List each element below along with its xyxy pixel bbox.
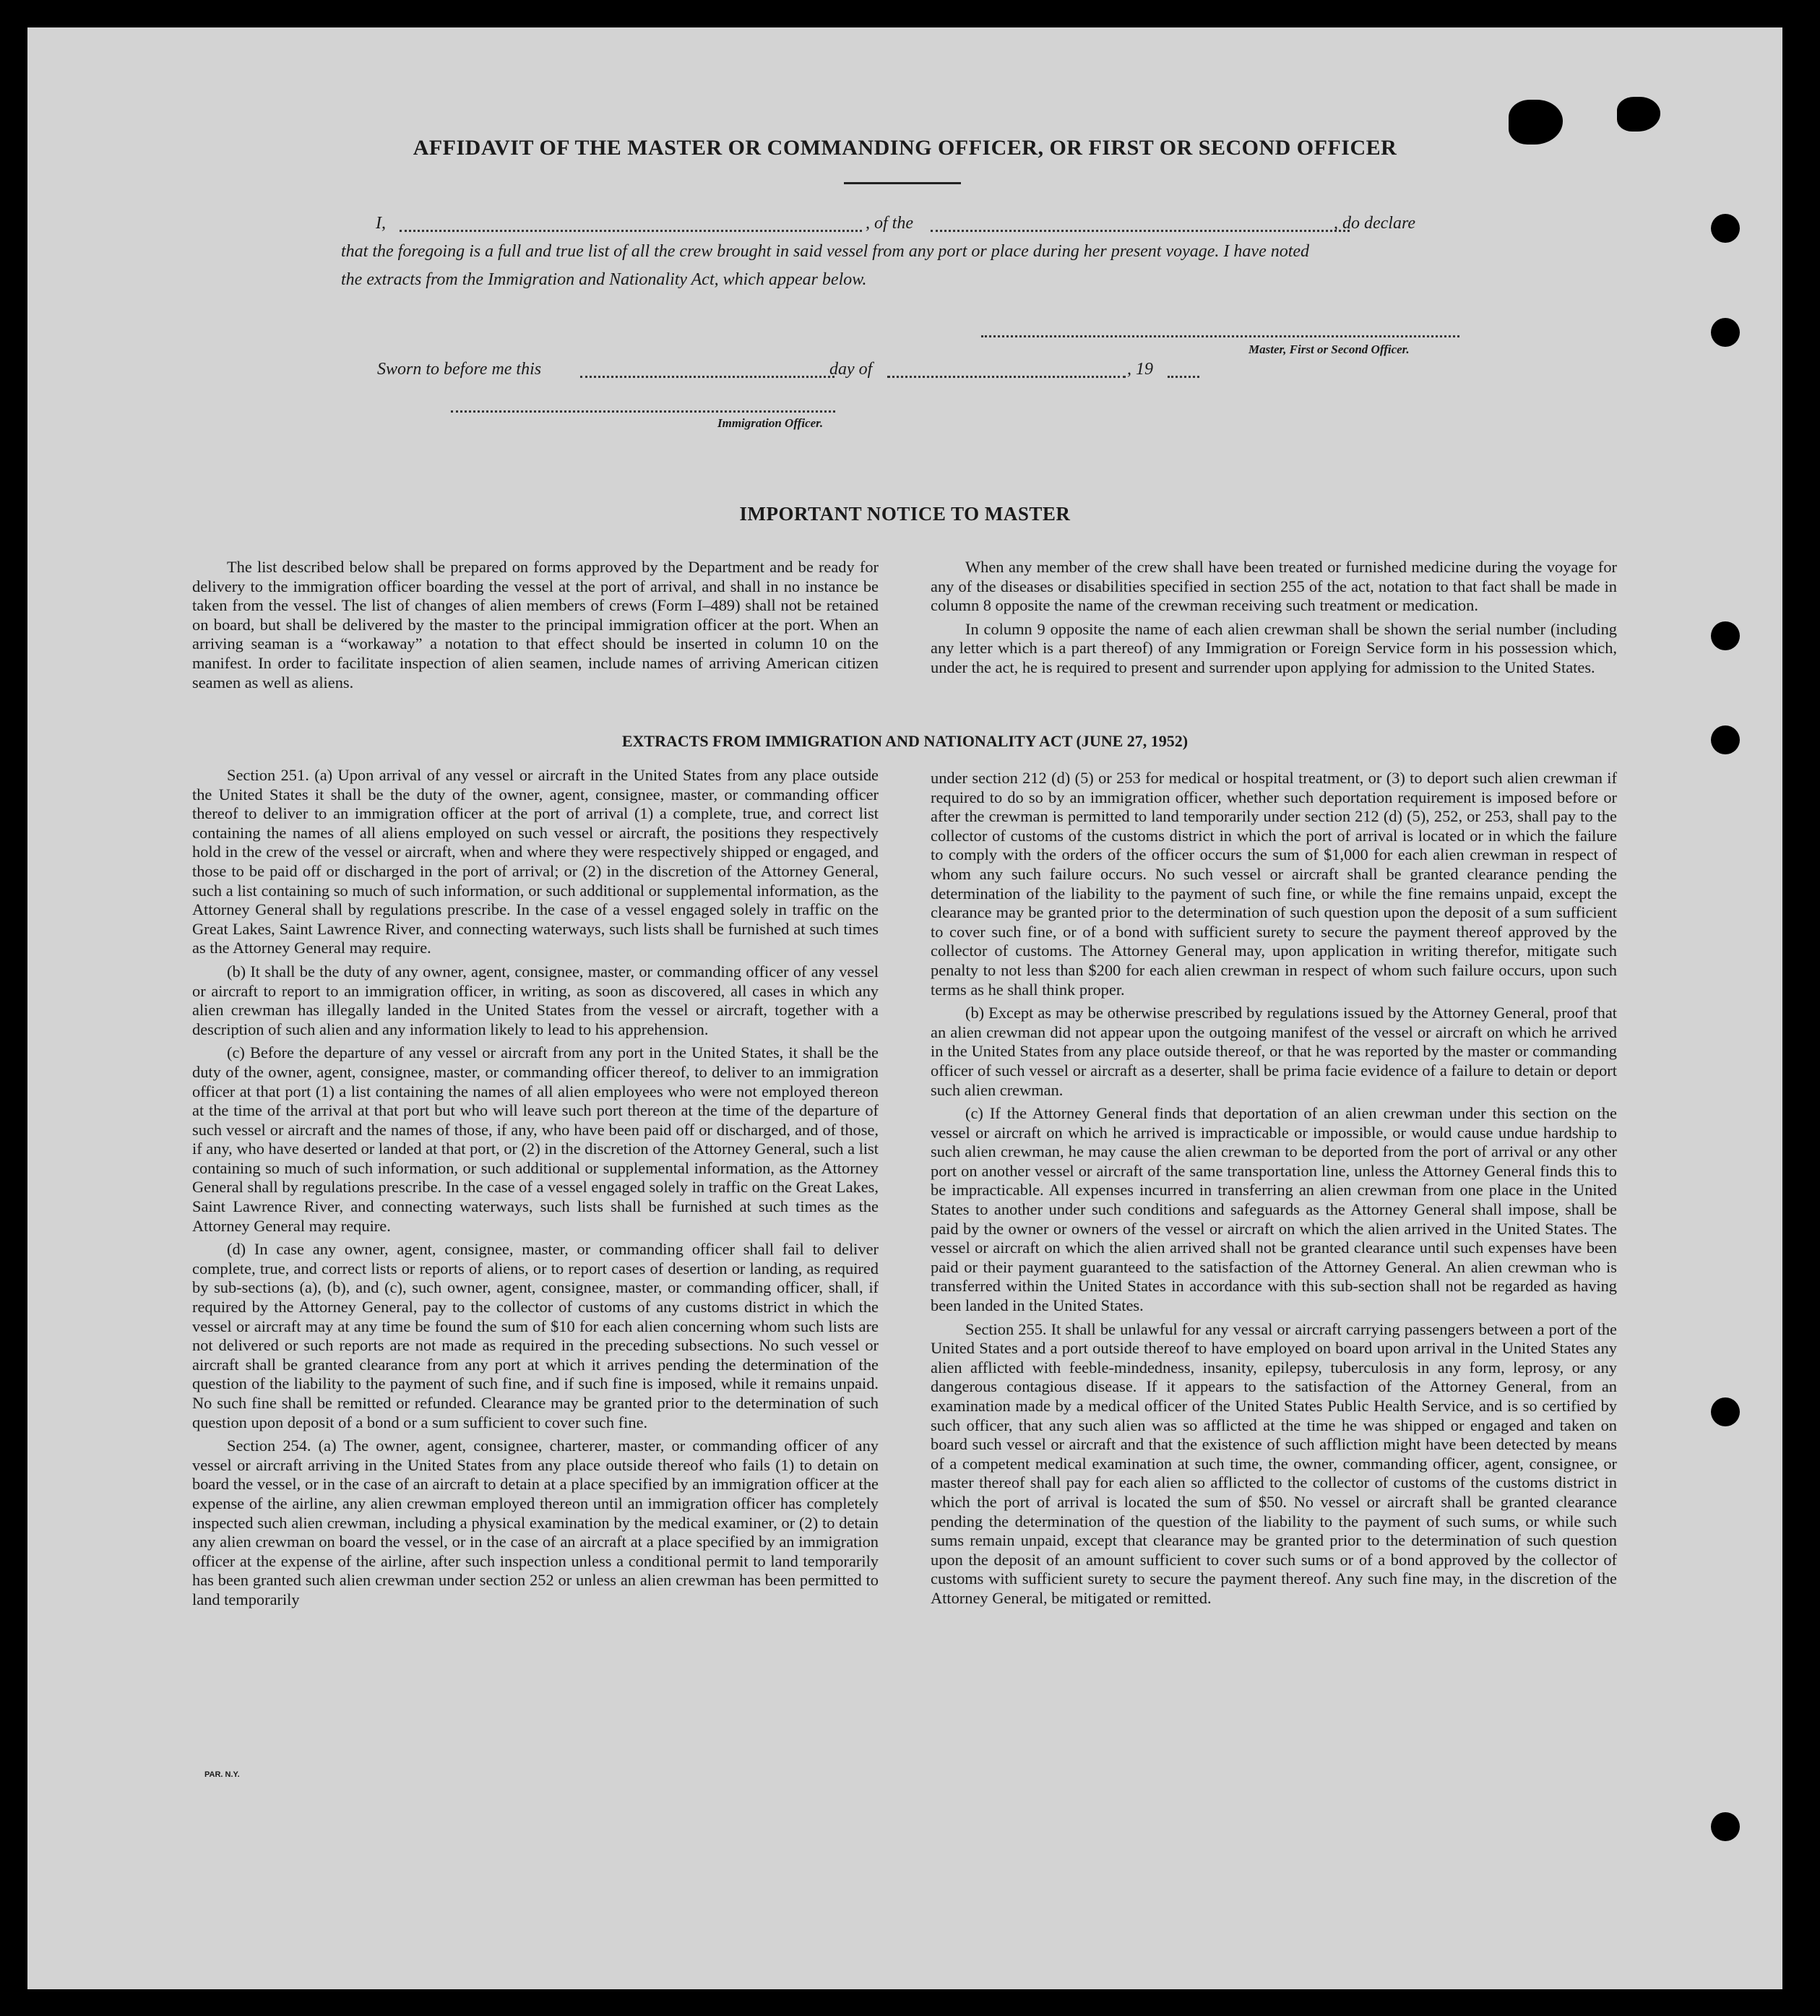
extracts-right-column [931, 769, 1617, 1613]
extract-paragraph: Section 255. It shall be unlawful for any vessal or aircraft carrying passengers between a port of the United States and a port outside thereof to have employed on board upon arrival in the United States any alien afflicted with feeble-mindedness, insanity, epilepsy, tuberculosis in any form, leprosy, or any dangerous contagious disease. If it appears to the satisfaction of the Attorney General, from an examination made by a medical officer of the United States Public Health Service, and is so certified by such officer, that any such alien was so afflicted at the time he was shipped or engaged and taken on board such vessel or aircraft and that the existence of such affliction might have been detected by means of a competent medical examination at such time, the owner, commanding officer, agent, consignee, or master thereof shall pay for each alien so afflicted to the collector of customs of the customs district in which the port of arrival is located the sum of $50. No vessel or aircraft shall be granted clearance pending the determination of the question of the liability to the payment of such sums, or while such sums remain unpaid, except that clearance may be granted prior to the determination of such question upon the deposit of an amount sufficient to cover such sums or of a bond approved by the collector of customs with sufficient surety to secure the payment thereof. Any such fine may, in the discretion of the Attorney General, be mitigated or remitted. [931, 1319, 1617, 1607]
extracts-left-column [192, 766, 879, 1614]
extract-paragraph: under section 212 (d) (5) or 253 for medical or hospital treatment, or (3) to deport such alien crewman if required to do so by an immigration officer, whether such deportation requirement is imposed before or after the crewman is permitted to land temporarily under section 212 (d) (5), 252, or 253, shall pay to the collector of customs of the customs district in which the port of arrival is located or in which the failure to comply with the orders of the officer occurs the sum of $1,000 for each alien crewman in respect of whom any such failure occurs. No such vessel or aircraft shall be granted clearance pending the determination of the liability to the payment of such fine, or while the fine remains unpaid, except the clearance may be granted prior to the determination of such question upon the deposit of a sum sufficient to cover such fine, or of a bond with sufficient surety to secure the payment thereof approved by the collector of customs. The Attorney General may, upon application in writing therefor, mitigate such penalty to not less than $200 for each alien crewman in respect of whom such failure occurs, upon such terms as he shall think proper. [931, 769, 1617, 999]
ink-blot [1617, 97, 1660, 132]
year-text: , 19 [1127, 360, 1153, 379]
document-page [27, 27, 1782, 1989]
notice-right-paragraph-2: In column 9 opposite the name of each alien crewman shall be shown the serial number (including any letter which is a part thereof) of any Immigration or Foreign Service form in his possession which, under the act, he is required to present and surrender upon applying for admission to the United States. [931, 619, 1617, 676]
binder-hole [1711, 621, 1740, 650]
extracts-title: EXTRACTS FROM IMMIGRATION AND NATIONALITY ACT (JUNE 27, 1952) [621, 732, 1189, 750]
binder-hole [1711, 214, 1740, 243]
affidavit-line-2: that the foregoing is a full and true list of all the crew brought in said vessel from any port or place during her present voyage. I have noted [341, 242, 1310, 261]
affidavit-i: I, [376, 214, 386, 233]
binder-hole [1711, 318, 1740, 347]
declarant-name-line[interactable] [400, 230, 862, 232]
sworn-month-line[interactable] [887, 376, 1126, 378]
day-of-text: day of [829, 360, 873, 379]
affidavit-of-the: , of the [866, 214, 913, 233]
extract-paragraph: Section 254. (a) The owner, agent, consignee, charterer, master, or commanding officer of any vessel or aircraft arriving in the United States from any place outside thereof who fails (1) to detain on board the vessel, or in the case of an aircraft to detain at a place specified by an immigration officer at the expense of the airline, any alien crewman employed thereon until an immigration officer has completely inspected such alien crewman, including a physical examination by the medical examiner, or (2) to detain any alien crewman on board the vessel, or in the case of an aircraft at a place specified by an immigration officer at the expense of the airline, after such inspection unless a conditional permit to land temporarily has been granted such alien crewman under section 252 or unless an alien crewman has been permitted to land temporarily [192, 1436, 879, 1608]
affidavit-declare: , do declare [1334, 214, 1416, 233]
notice-left-paragraph: The list described below shall be prepared on forms approved by the Department and be ready for delivery to the immigration officer boarding the vessel at the port of arrival, and shall in no instance be taken from the vessel. The list of changes of alien members of crews (Form I–489) shall not be retained on board, but shall be delivered by the master to the principal immigration officer at the port. When an arriving seaman is a “workaway” a notation to that effect should be inserted in column 10 on the manifest. In order to facilitate inspection of alien seamen, include names of arriving American citizen seamen as well as aliens. [192, 558, 879, 692]
vessel-name-line[interactable] [931, 230, 1350, 232]
sworn-day-line[interactable] [580, 376, 834, 378]
binder-hole [1711, 725, 1740, 754]
notice-left-column [192, 558, 879, 697]
extract-paragraph: (c) Before the departure of any vessel or aircraft from any port in the United States, it shall be the duty of the owner, agent, consignee, master, or commanding officer thereof, to deliver to an immigration officer at that port (1) a list containing the names of all alien employees who were not employed thereon at the time of the arrival at that port but who will leave such port thereon at the time of the departure of such vessel or aircraft and the names of those, if any, who have been paid off or discharged, and of those, if any, who have deserted or landed at that port, or (2) in the discretion of the Attorney General, such a list containing so much of such information, or such additional or supplemental information, as the Attorney General shall by regulations prescribe. In the case of a vessel engaged solely in traffic on the Great Lakes, Saint Lawrence River, and connecting waterways, such lists shall be furnished at such times as the Attorney General may require. [192, 1043, 879, 1235]
sworn-year-line[interactable] [1168, 376, 1199, 378]
master-signature-line[interactable] [981, 335, 1459, 337]
affidavit-line-3: the extracts from the Immigration and Nationality Act, which appear below. [341, 270, 867, 289]
extract-paragraph: (c) If the Attorney General finds that deportation of an alien crewman under this section on the vessel or aircraft on which he arrived is impracticable or impossible, or would cause undue hardship to such alien crewman, he may cause the alien crewman to be deported from the port of arrival or any other port on another vessel or aircraft of the same transportation line, unless the Attorney General finds this to be impracticable. All expenses incurred in transferring an alien crewman from one place in the United States to another under such conditions and safeguards as the Attorney General shall impose, shall be paid by the owner or owners of the vessel or aircraft on which the alien arrived in the United States. The vessel or aircraft on which the alien arrived shall not be granted clearance until such expenses have been paid or their payment guaranteed to the satisfaction of the Attorney General. An alien crewman who is transferred within the United States in accordance with this sub-section shall not be regarded as having been landed in the United States. [931, 1104, 1617, 1315]
officer-signature-line[interactable] [451, 410, 835, 413]
notice-title: IMPORTANT NOTICE TO MASTER [739, 503, 1071, 525]
title-rule [844, 182, 961, 184]
officer-signature-label: Immigration Officer. [717, 416, 824, 430]
extract-paragraph: (d) In case any owner, agent, consignee, master, or commanding officer shall fail to deliver complete, true, and correct lists or reports of aliens, or to report cases of desertion or landing, as required by sub-sections (a), (b), and (c), such owner, agent, consignee, master, or commanding officer, shall, if required by the Attorney General, pay to the collector of customs of any customs district in which the vessel or aircraft may at any time be found the sum of $10 for each alien concerning whom such lists are not delivered or such reports are not made as required in the preceding subsections. No such vessel or aircraft shall be granted clearance from any port at which it arrives pending the determination of the question of the liability to the payment of such fine, and if such fine is imposed, while it remains unpaid. No such fine shall be remitted or refunded. Clearance may be granted prior to the determination of such question upon deposit of a bond or a sum sufficient to cover such fine. [192, 1240, 879, 1431]
extract-paragraph: Section 251. (a) Upon arrival of any vessel or aircraft in the United States from any place outside the United States it shall be the duty of the owner, agent, consignee, master, or commanding officer thereof to deliver to an immigration officer at the port of arrival (1) a complete, true, and correct list containing the names of all aliens employed on such vessel or aircraft, the positions they respectively hold in the crew of the vessel or aircraft, when and where they were respectively shipped or engaged, and those to be paid off or discharged in the port of arrival; or (2) in the discretion of the Attorney General, such a list containing so much of such information, or such additional or supplemental information, as the Attorney General shall by regulations prescribe. In the case of a vessel engaged solely in traffic on the Great Lakes, Saint Lawrence River, and connecting waterways, such lists shall be furnished at such times as the Attorney General may require. [192, 766, 879, 957]
notice-right-column [931, 558, 1617, 682]
binder-hole [1711, 1397, 1740, 1426]
master-signature-label: Master, First or Second Officer. [1248, 343, 1410, 356]
printer-mark: PAR. N.Y. [204, 1770, 240, 1779]
sworn-text: Sworn to before me this [377, 360, 542, 379]
extract-paragraph: (b) Except as may be otherwise prescribed by regulations issued by the Attorney General, proof that an alien crewman did not appear upon the outgoing manifest of the vessel or aircraft on which he arrived in the United States from any place outside thereof, or that he was reported by the master or commanding officer of such vessel or aircraft as a deserter, shall be prima facie evidence of a failure to detain or deport such alien crewman. [931, 1004, 1617, 1099]
extract-paragraph: (b) It shall be the duty of any owner, agent, consignee, master, or commanding officer of any vessel or aircraft to report to an immigration officer, in writing, as soon as discovered, all cases in which any alien crewman has illegally landed in the United States from the vessel or aircraft, together with a description of such alien and any information likely to lead to his apprehension. [192, 962, 879, 1038]
affidavit-title: AFFIDAVIT OF THE MASTER OR COMMANDING OFFICER, OR FIRST OR SECOND OFFICER [413, 136, 1397, 160]
binder-hole [1711, 1812, 1740, 1841]
notice-right-paragraph-1: When any member of the crew shall have been treated or furnished medicine during the voyage for any of the diseases or disabilities specified in section 255 of the act, notation to that fact shall be made in column 8 opposite the name of the crewman receiving such treatment or medication. [931, 558, 1617, 615]
